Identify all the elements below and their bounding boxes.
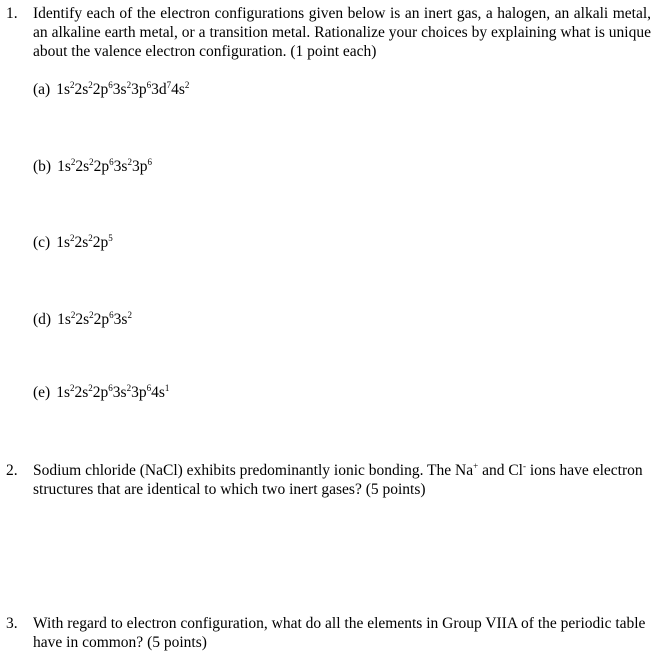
- electron-count: 6: [109, 310, 114, 320]
- orbital: 3s: [112, 384, 127, 401]
- question-text: Identify each of the electron configurations given below is an inert gas, a halogen, an alkali metal, an alkaline earth metal, or a transition metal. Rationalize your choices by explaining what is unique about the valence electron configuration. (1 point each): [33, 5, 651, 60]
- electron-configuration: [57, 311, 132, 328]
- electron-configuration: [56, 234, 113, 251]
- orbital: 3s: [113, 311, 128, 328]
- electron-count: 6: [146, 80, 152, 90]
- na-ion-charge: +: [473, 461, 479, 471]
- config-part: [33, 383, 169, 402]
- orbital: 1s: [56, 81, 70, 98]
- q2-text-part: Sodium chloride (NaCl) exhibits predominantly ionic bonding. The Na: [33, 462, 474, 479]
- question-text: [33, 461, 651, 499]
- electron-count: 2: [127, 310, 132, 320]
- electron-count: 2: [88, 233, 93, 243]
- electron-count: 2: [70, 383, 75, 393]
- electron-count: 2: [70, 80, 75, 90]
- orbital: 3s: [112, 81, 127, 98]
- part-label: (c): [33, 234, 51, 251]
- orbital: 3s: [113, 158, 128, 175]
- question-3: [6, 614, 651, 652]
- electron-count: 6: [146, 383, 152, 393]
- electron-count: 2: [88, 383, 93, 393]
- electron-count: 2: [126, 80, 132, 90]
- electron-count: 2: [70, 233, 75, 243]
- electron-count: 2: [127, 157, 132, 167]
- question-1: [6, 4, 651, 61]
- question-number: 1.: [6, 5, 18, 22]
- electron-count: 6: [147, 157, 152, 167]
- orbital: 2s: [75, 158, 90, 175]
- orbital: 1s: [56, 234, 70, 251]
- orbital: 4s: [151, 384, 165, 401]
- part-label: (a): [33, 81, 51, 98]
- electron-count: 2: [70, 157, 76, 167]
- electron-count: 2: [89, 157, 94, 167]
- q2-text-part: and Cl: [478, 462, 523, 479]
- electron-count: 2: [89, 310, 94, 320]
- electron-count: 1: [164, 383, 170, 393]
- orbital: 1s: [56, 384, 70, 401]
- orbital: 3d: [151, 81, 167, 98]
- orbital: 1s: [57, 311, 71, 328]
- electron-count: 2: [88, 80, 93, 90]
- q2-text-part: ions have electron structures that are identical to which two inert gases? (5 points): [33, 462, 643, 498]
- config-part: [33, 233, 113, 252]
- part-label: (b): [33, 158, 52, 175]
- orbital: 2s: [75, 311, 90, 328]
- orbital: 2s: [74, 384, 89, 401]
- orbital: 3p: [131, 158, 148, 175]
- question-number: 3.: [6, 615, 18, 632]
- electron-count: 6: [108, 80, 113, 90]
- orbital: 2p: [92, 81, 109, 98]
- question-number: 2.: [6, 462, 18, 479]
- part-label: (d): [33, 311, 52, 328]
- orbital: 2s: [74, 81, 89, 98]
- config-part: [33, 80, 189, 99]
- electron-configuration: [56, 81, 189, 98]
- electron-count: 6: [109, 157, 114, 167]
- config-part: [33, 157, 152, 176]
- electron-count: 2: [184, 80, 190, 90]
- orbital: 2p: [93, 158, 110, 175]
- question-text: With regard to electron configuration, what do all the elements in Group VIIA of the periodic table have in common? (5 points): [33, 615, 646, 651]
- electron-configuration: [56, 384, 169, 401]
- orbital: 4s: [171, 81, 185, 98]
- config-part: [33, 310, 132, 329]
- electron-count: 2: [70, 310, 76, 320]
- electron-count: 2: [126, 383, 132, 393]
- orbital: 3p: [131, 384, 147, 401]
- question-2: [6, 461, 651, 499]
- electron-count: 7: [166, 80, 172, 90]
- orbital: 3p: [131, 81, 147, 98]
- electron-configuration: [57, 158, 152, 175]
- orbital: 2p: [92, 384, 109, 401]
- orbital: 1s: [57, 158, 71, 175]
- electron-count: 5: [108, 233, 113, 243]
- orbital: 2p: [92, 234, 109, 251]
- part-label: (e): [33, 384, 51, 401]
- orbital: 2s: [74, 234, 89, 251]
- electron-count: 6: [108, 383, 113, 393]
- cl-ion-charge: -: [522, 461, 526, 471]
- orbital: 2p: [93, 311, 110, 328]
